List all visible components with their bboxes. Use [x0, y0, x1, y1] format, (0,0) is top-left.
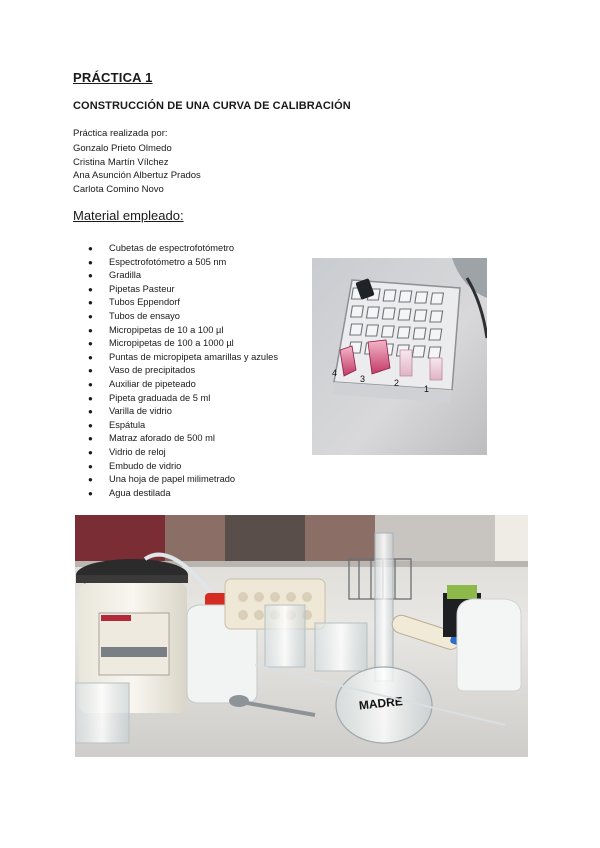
- authors-list: [73, 142, 201, 197]
- svg-text:2: 2: [394, 378, 400, 388]
- material-label: Pipetas Pasteur: [109, 283, 175, 294]
- author-name: Gonzalo Prieto Olmedo: [73, 143, 172, 154]
- bullet-icon: ●: [88, 488, 93, 498]
- svg-text:1: 1: [424, 384, 430, 394]
- bullet-icon: ●: [88, 271, 93, 281]
- material-label: Espátula: [109, 419, 146, 430]
- bullet-icon: ●: [88, 284, 93, 294]
- material-label: Micropipetas de 100 a 1000 µl: [109, 338, 234, 349]
- lab-bench-photo: [75, 515, 528, 757]
- svg-text:3: 3: [360, 374, 366, 384]
- material-label: Espectrofotómetro a 505 nm: [109, 256, 227, 267]
- material-item: [88, 242, 278, 256]
- material-item: [88, 460, 278, 474]
- material-item: [88, 487, 278, 501]
- material-label: Puntas de micropipeta amarillas y azules: [109, 351, 278, 362]
- material-item: [88, 392, 278, 406]
- material-label: Auxiliar de pipeteado: [109, 378, 196, 389]
- material-label: Tubos de ensayo: [109, 310, 180, 321]
- bullet-icon: ●: [88, 379, 93, 389]
- material-item: [88, 283, 278, 297]
- bullet-icon: ●: [88, 461, 93, 471]
- material-label: Agua destilada: [109, 487, 171, 498]
- flask-label: MADRE: [358, 694, 404, 713]
- material-item: [88, 296, 278, 310]
- bullet-icon: ●: [88, 311, 93, 321]
- bullet-icon: ●: [88, 420, 93, 430]
- practice-title: PRÁCTICA 1: [73, 70, 153, 85]
- tube-rack-photo: [312, 258, 487, 455]
- material-label: Cubetas de espectrofotómetro: [109, 243, 235, 253]
- bullet-icon: ●: [88, 339, 93, 349]
- material-item: [88, 446, 278, 460]
- material-item: [88, 310, 278, 324]
- bullet-icon: ●: [88, 257, 93, 267]
- bullet-icon: ●: [88, 475, 93, 485]
- bullet-icon: ●: [88, 393, 93, 403]
- material-item: [88, 351, 278, 365]
- material-label: Tubos Eppendorf: [109, 297, 180, 308]
- bullet-icon: ●: [88, 325, 93, 335]
- material-item: [88, 405, 278, 419]
- material-label: Vaso de precipitados: [109, 365, 196, 376]
- material-label: Gradilla: [109, 270, 142, 281]
- svg-text:4: 4: [332, 368, 338, 378]
- material-label: Vidrio de reloj: [109, 446, 166, 457]
- material-item: [88, 324, 278, 338]
- materials-list: [88, 242, 278, 500]
- material-item: [88, 337, 278, 351]
- bullet-icon: ●: [88, 366, 93, 376]
- material-label: Varilla de vidrio: [109, 406, 172, 417]
- practice-subtitle: CONSTRUCCIÓN DE UNA CURVA DE CALIBRACIÓN: [73, 100, 351, 112]
- material-item: [88, 256, 278, 270]
- author-name: Carlota Comino Novo: [73, 184, 164, 196]
- material-item: [88, 432, 278, 446]
- material-label: Embudo de vidrio: [109, 460, 182, 471]
- author-name: Cristina Martín Vílchez: [73, 156, 169, 168]
- material-label: Micropipetas de 10 a 100 µl: [109, 324, 224, 335]
- author-name: Ana Asunción Albertuz Prados: [73, 170, 201, 182]
- material-label: Matraz aforado de 500 ml: [109, 433, 215, 444]
- materials-heading: Material empleado:: [73, 208, 184, 223]
- authors-label: Práctica realizada por:: [73, 128, 168, 139]
- material-item: [88, 473, 278, 487]
- bullet-icon: ●: [88, 434, 93, 444]
- bullet-icon: ●: [88, 298, 93, 308]
- bullet-icon: ●: [88, 352, 93, 362]
- bullet-icon: ●: [88, 447, 93, 457]
- bullet-icon: ●: [88, 244, 93, 253]
- material-item: [88, 364, 278, 378]
- material-item: [88, 269, 278, 283]
- material-label: Una hoja de papel milimetrado: [109, 474, 236, 485]
- material-label: Pipeta graduada de 5 ml: [109, 392, 211, 403]
- bullet-icon: ●: [88, 407, 93, 417]
- material-item: [88, 378, 278, 392]
- material-item: [88, 419, 278, 433]
